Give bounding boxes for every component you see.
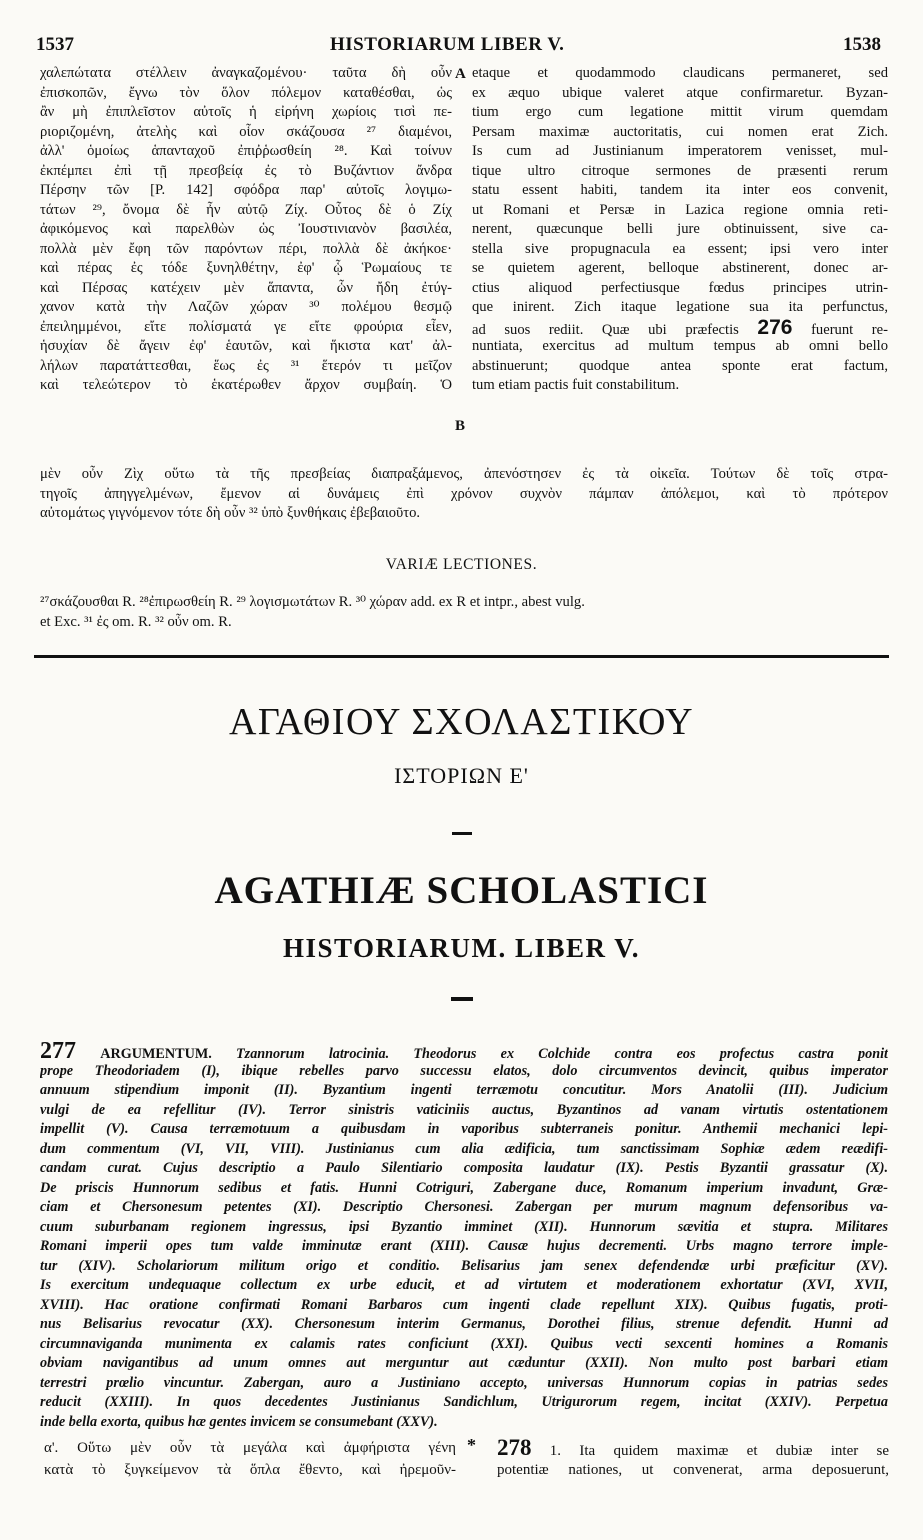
argumentum-line: tur (XIV). Scholariorum militum origo et conditio. Belisarius jam senex defendendæ urbi præficitur (XV). — [40, 1257, 888, 1274]
greek-line: λήλων παρατάττεσθαι, ἕως ἐς ³¹ ἕτερόν τι μεῖζον — [40, 357, 452, 374]
greek-line: α'. Οὕτω μὲν οὖν τὰ μεγάλα καὶ ἀμφήριστα γένη — [44, 1440, 456, 1456]
variae-lectiones — [40, 592, 888, 632]
latin-book-title: HISTORIARUM. LIBER V. — [282, 933, 641, 963]
argumentum-line: nus Belisarius revocatur (XX). Chersonesum interim Germanus, Dorothei filius, strenue defendit. Hunni ad — [40, 1316, 888, 1332]
latin-line: stella sive propugnacula ea essent; ipsi vero inter — [472, 240, 888, 257]
greek-line: ἡσυχίαν δὲ ἄγειν ἐφ' ἑαυτῶν, καὶ ἥκιστα κατ' ἀλ- — [40, 338, 452, 354]
page-number-right: 1538 — [843, 34, 881, 55]
greek-line: τηγοῖς ἀπηγγελμένων, ἔμενον αἱ δυνάμεις ἐπὶ χρόνον συχνὸν πάμπαν ἀπόλεμοι, καὶ τὸ πρότερον — [40, 485, 888, 502]
margin-marker-a: A — [455, 66, 466, 82]
latin-line: Is cum ad Justinianum imperatorem venisset, mul- — [472, 143, 888, 159]
argumentum-line: Is exercitum undequaque collectum ex urbe educit, et ad virtutem et moderationem exhortatur (XVI, XVII, — [40, 1277, 888, 1293]
greek-author-title: ΑΓΑΘΙΟΥ ΣΧΟΛΑΣΤΙΚΟΥ — [228, 701, 695, 743]
latin-line: tique ultro citroque sermones de præsenti rerum — [472, 162, 888, 179]
argumentum-line: cuum suburbanam regionem ingressus, ipsi Byzantio imminet (XII). Hunnorum sævitia et stupra. Militares — [40, 1218, 888, 1235]
latin-column — [472, 64, 888, 396]
argumentum-line: dum commentum (VI, VII, VIII). Justinianus cum alia ædificia, tum sanctissimam Sophiæ ædem reædifi- — [40, 1140, 888, 1157]
latin-line: ut Romani et Persæ in Lazica regione omnia reti- — [472, 201, 888, 218]
page-number-left: 1537 — [36, 34, 74, 55]
greek-line: ριοριζομένη, ἀτελὴς καὶ οἷον σκάζουσα ²⁷ διαμένοι, — [40, 123, 452, 140]
argumentum — [40, 1042, 888, 1432]
argumentum-line: annuum stipendium imponit (II). Byzantium ingenti terræmotu concutitur. Mors Anatolii (III). Judicium — [40, 1082, 888, 1098]
argumentum-line: inde bella exorta, quibus hæ gentes invicem se consumebant (XXV). — [40, 1413, 438, 1430]
running-title: HISTORIARUM LIBER V. — [330, 34, 565, 55]
latin-line: nuntiata, exercitus ad multum tempus ab omni bello — [472, 338, 888, 354]
latin-author-title: AGATHIÆ SCHOLASTICI — [214, 869, 709, 912]
greek-line: πολλὰ μὲν ἔφη τῶν παρόντων πέρι, πολλὰ δὲ ἀκήκοε· — [40, 240, 452, 257]
latin-line: que inirent. Zich itaque legatione sua ita perfunctus, — [472, 299, 888, 315]
latin-line-with-page-number — [472, 318, 888, 338]
greek-line: ἐκπέμπει ἐπὶ τῇ πρεσβείᾳ ἐς τὸ Βυζάντιον ἄνδρα — [40, 162, 452, 179]
latin-line-text: 1. Ita quidem maximæ et dubiæ inter se — [549, 1443, 889, 1459]
edition-page-number: 276 — [757, 317, 793, 337]
greek-line: ἀλλ' ὁμοίως ἁπανταχοῦ ἐπιῤῥωσθείη ²⁸. Καὶ τοίνυν — [40, 143, 452, 159]
greek-line: αὐτομάτως γιγνόμενον τότε δὴ οὖν ³² ὑπὸ ξυνθήκαις ἐβεβαιοῦτο. — [40, 505, 421, 521]
latin-chapter-start — [497, 1437, 889, 1481]
edition-page-number: 278 — [497, 1437, 532, 1459]
argumentum-line: terrestri prœlio vincuntur. Zabergan, auro a Justiniano accepto, universas Hunnorum copias in patrias sedes — [40, 1374, 888, 1391]
title-dash — [451, 997, 473, 1001]
margin-asterisk: * — [467, 1435, 476, 1455]
argumentum-line: vulgi de ea refellitur (IV). Terror sinistris vaticiniis auctus, Byzantinos ad vanam virtutis ostentationem — [40, 1101, 888, 1118]
argumentum-line: Romani imperii opes tum valde imminutæ erant (XIII). Causæ hujus decrementi. Urbs magno terrore imple- — [40, 1238, 888, 1254]
greek-line: μὲν οὖν Ζὶχ οὕτω τὰ τῆς πρεσβείας διαπραξάμενος, ἀπενόστησεν ἐς τὰ οἰκεῖα. Τούτων δὲ τοῖς στρα- — [40, 466, 888, 482]
greek-line: καὶ τελεώτερον τὸ ἑκατέρωθεν ἄρχον συμβαίη. Ὁ — [40, 377, 452, 393]
greek-book-title: ΙΣΤΟΡΙΩΝ Ε' — [394, 763, 529, 788]
margin-marker-b: B — [455, 418, 466, 434]
latin-first-line — [497, 1437, 889, 1459]
running-header — [0, 34, 923, 60]
section-divider — [34, 655, 889, 658]
argumentum-line: impellit (V). Causa terræmotuum a quibusdam in vaporibus subterraneis ponitur. Anthemii mechanici lepi- — [40, 1121, 888, 1137]
latin-line: se quietem agerent, belloque abstinerent, donec ar- — [472, 260, 888, 276]
latin-line: potentiæ nationes, ut convenerat, arma deposuerunt, — [497, 1462, 889, 1478]
greek-continuation — [40, 465, 888, 524]
greek-line: κατὰ τὸ ξυγκείμενον τὰ ὅπλα ἔθεντο, καὶ ἠρεμοῦν- — [44, 1462, 456, 1478]
latin-line-text: fuerunt re- — [811, 321, 888, 337]
argumentum-text: Tzannorum latrocinia. Theodorus ex Colchide contra eos profectus castra ponit — [236, 1046, 888, 1062]
variae-lectiones-title: VARIÆ LECTIONES. — [385, 556, 538, 573]
greek-line: τάτων ²⁹, ὄνομα δὲ ἦν αὐτῷ Ζίχ. Οὗτος δὲ ὁ Ζίχ — [40, 201, 452, 218]
latin-line-text: ad suos rediit. Quæ ubi præfectis — [472, 321, 739, 337]
latin-line: Persam maximæ auctoritatis, cui nomen erat Zich. — [472, 123, 888, 140]
argumentum-line: De priscis Hunnorum sedibus et fatis. Hunni Cotriguri, Zabergane duce, Romanum imperium invadunt, Græ- — [40, 1179, 888, 1196]
latin-line: tium ergo cum legatione mittit virum quemdam — [472, 104, 888, 120]
greek-line: ἐπειλημμένοι, εἴτε πολίσματά γε εἴτε φρούρια εἶεν, — [40, 318, 452, 335]
variant-line: et Exc. ³¹ ἐς om. R. ³² οὖν om. R. — [40, 614, 232, 630]
argumentum-label: ARGUMENTUM. — [100, 1046, 212, 1062]
latin-line: ctius aliquod perfectiusque fœdus principes utrin- — [472, 279, 888, 296]
greek-chapter-start — [44, 1437, 456, 1481]
latin-line: statu essent habiti, tandem ita inter eos convenit, — [472, 182, 888, 198]
argumentum-line: obviam navigantibus ad unum omnes aut merguntur aut cæduntur (XXII). Non multo post barbari etiam — [40, 1355, 888, 1371]
argumentum-line: XVIII). Hac oratione confirmati Romani Barbaros cum ingenti clade repellunt XIX). Quibus fugatis, proti- — [40, 1296, 888, 1313]
argumentum-line: reducit (XXIII). In quos decedentes Justinianus Sandichlum, Utrigurorum regem, incitat (XXIV). Perpetua — [40, 1394, 888, 1410]
greek-line: ἂν μὴ ἐπιπλεῖστον αὐτοῖς ἡ εἰρήνη χωρίοις τισὶ πε- — [40, 104, 452, 120]
argumentum-line: prope Theodoriadem (I), ibique rebelles parvo successu elatos, dolo circumventos devincit, quibus imperator — [40, 1062, 888, 1079]
latin-line: abstinuerunt; quodque antea sponte erat factum, — [472, 357, 888, 374]
argumentum-line: circumnaviganda munimenta ex calamis rates conficiunt (XXI). Quibus vecti sexcenti homines a Romanis — [40, 1335, 888, 1352]
greek-line: καὶ Πέρσας κατέχειν μὲν ἅπαντα, ὧν ἤδη ἐτύγ- — [40, 279, 452, 296]
argumentum-first-line — [40, 1042, 888, 1062]
latin-line: nerent, quæcunque belli jure obtinuissent, sive ca- — [472, 221, 888, 237]
edition-page-number: 277 — [40, 1042, 76, 1062]
greek-line: καὶ πέρας ἐς τόδε ξυνηλθέτην, ἐφ' ᾧ Ῥωμαίους τε — [40, 260, 452, 276]
greek-line: χαλεπώτατα στέλλειν ἀναγκαζομένου· ταῦτα δὴ οὖν — [40, 65, 452, 81]
variant-line: ²⁷σκάζουσθαι R. ²⁸ἐπιρωσθείη R. ²⁹ λογισμωτάτων R. ³⁰ χώραν add. ex R et intpr., abest vulg. — [40, 594, 585, 610]
greek-line: ἐπισκοπῶν, ἔγνω τὸν ὅλον πόλεμον καταθέσθαι, ὡς — [40, 84, 452, 101]
argumentum-line: ciam et Chersonesum petentes (XI). Descriptio Chersonesi. Zabergan per murum magnum defensoribus va- — [40, 1199, 888, 1215]
greek-line: χανον κατὰ τὴν Λαζῶν χώραν ³⁰ πολέμου θεσμῷ — [40, 299, 452, 315]
greek-column — [40, 64, 452, 396]
greek-line: ἀφικόμενος καὶ παρελθὼν ὡς Ἰουστινιανὸν βασιλέα, — [40, 221, 452, 237]
latin-line: ex æquo ubique valeret atque confirmaretur. Byzan- — [472, 84, 888, 101]
latin-line: etaque et quodammodo claudicans permaneret, sed — [472, 65, 888, 81]
latin-line: tum etiam pactis fuit constabilitum. — [472, 377, 680, 393]
greek-line: Πέρσην τῶν [P. 142] σφόδρα παρ' αὐτοῖς λογιμω- — [40, 182, 452, 198]
argumentum-line: candam curat. Cujus descriptio a Paulo Silentiario composita laudatur (IX). Pestis Byzantii grassatur (X). — [40, 1160, 888, 1176]
title-dash — [452, 832, 472, 835]
